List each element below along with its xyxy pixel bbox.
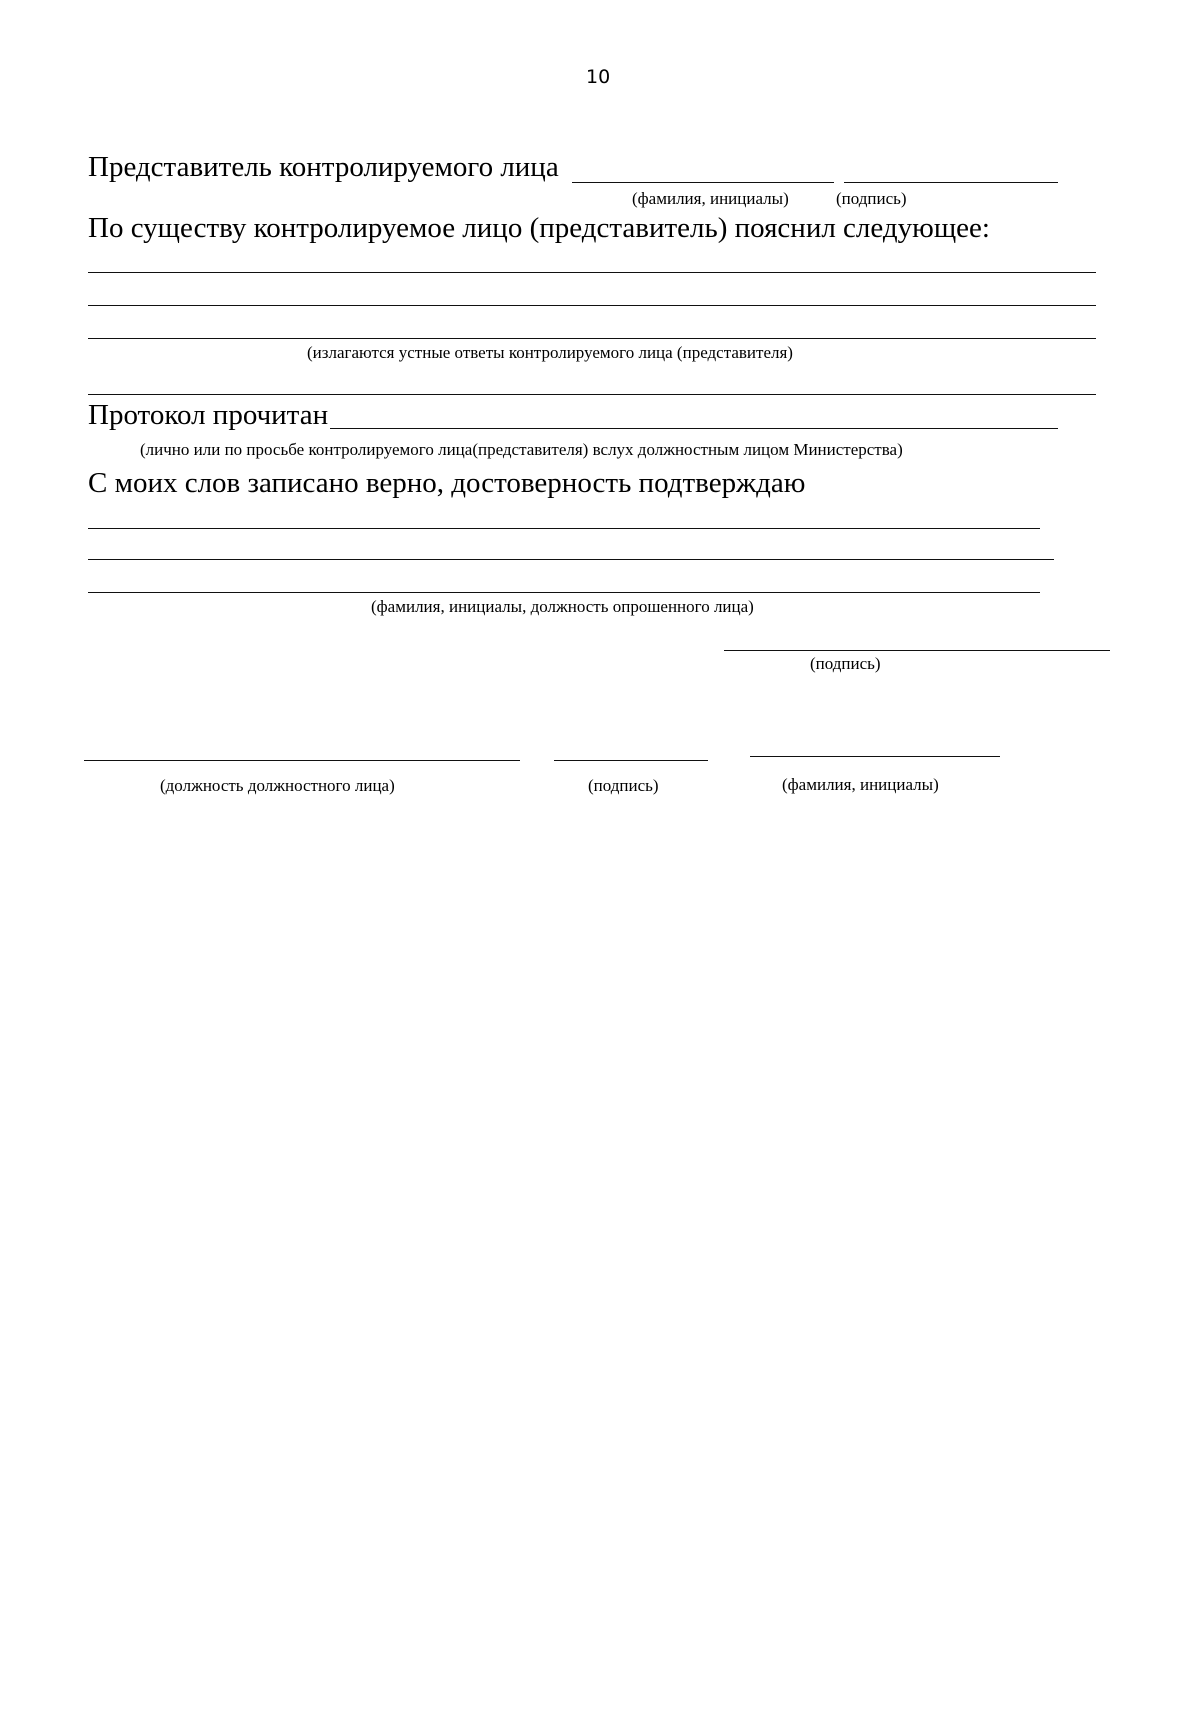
explanation-line-1[interactable]	[88, 272, 1096, 273]
confirmation-caption: (фамилия, инициалы, должность опрошенного лица)	[371, 597, 754, 616]
explanation-line-3[interactable]	[88, 338, 1096, 339]
protocol-line[interactable]	[330, 428, 1058, 429]
confirmation-label: С моих слов записано верно, достоверность подтверждаю	[88, 467, 806, 499]
confirmation-signature-line[interactable]	[724, 650, 1110, 651]
protocol-label: Протокол прочитан	[88, 399, 329, 431]
representative-name-line[interactable]	[572, 182, 834, 183]
explanation-label: По существу контролируемое лицо (представитель) пояснил следующее:	[88, 212, 990, 244]
representative-name-caption: (фамилия, инициалы)	[632, 189, 789, 208]
official-position-caption: (должность должностного лица)	[160, 776, 395, 795]
protocol-caption: (лично или по просьбе контролируемого лица(представителя) вслух должностным лицом Министерства)	[140, 440, 903, 459]
representative-label: Представитель контролируемого лица	[88, 151, 559, 183]
official-name-line[interactable]	[750, 756, 1000, 757]
representative-signature-line[interactable]	[844, 182, 1058, 183]
explanation-caption: (излагаются устные ответы контролируемого лица (представителя)	[307, 343, 793, 362]
representative-signature-caption: (подпись)	[836, 189, 907, 208]
confirmation-line-2[interactable]	[88, 559, 1054, 560]
confirmation-line-3[interactable]	[88, 592, 1040, 593]
official-name-caption: (фамилия, инициалы)	[782, 775, 939, 794]
explanation-line-2[interactable]	[88, 305, 1096, 306]
confirmation-signature-caption: (подпись)	[810, 654, 881, 673]
official-signature-caption: (подпись)	[588, 776, 659, 795]
explanation-line-4[interactable]	[88, 394, 1096, 395]
confirmation-line-1[interactable]	[88, 528, 1040, 529]
official-position-line[interactable]	[84, 760, 520, 761]
official-signature-line[interactable]	[554, 760, 708, 761]
page-number: 10	[586, 66, 611, 88]
